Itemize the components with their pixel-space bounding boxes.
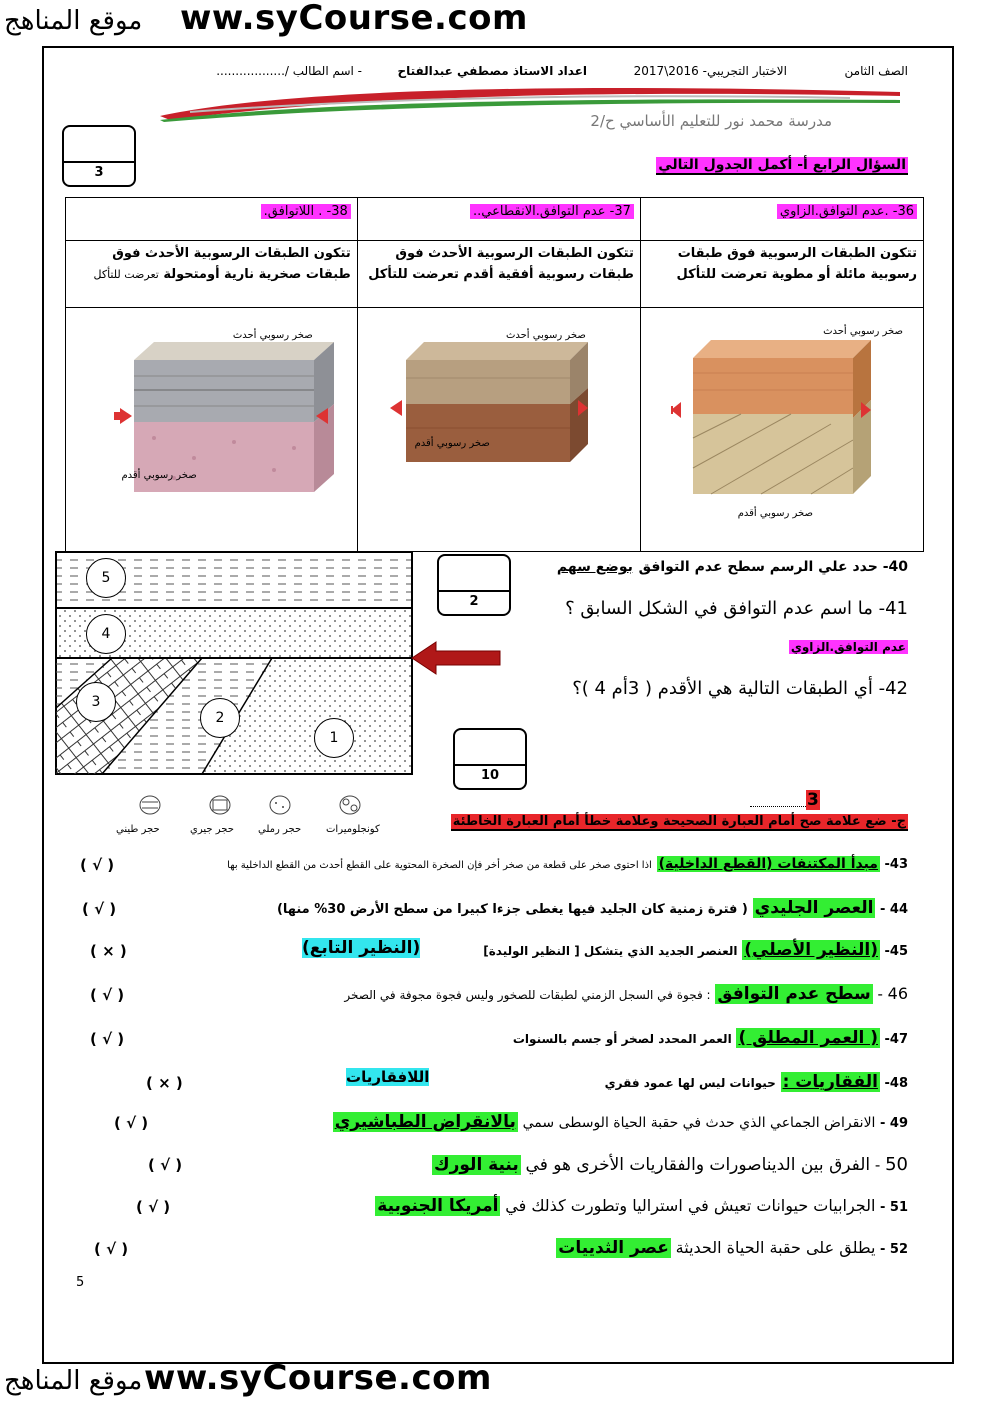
table-image-cell xyxy=(357,308,640,552)
legend-mudstone: حجر طيني xyxy=(116,824,160,835)
label-older-rock: صخر رسوبي أقدم xyxy=(121,470,197,481)
mark-51: ( √ ) xyxy=(136,1198,171,1216)
item-52: 52 - يطلق على حقبة الحياة الحديثة عصر الثدييات xyxy=(558,1238,908,1258)
header-student: - اسم الطالب /.................. xyxy=(216,64,362,78)
table-image-cell xyxy=(66,308,358,552)
table-desc-cell: تتكون الطبقات الرسوبية الأحدث فوق طبقات صخرية نارية أومتحولة تعرضت للتأكل xyxy=(66,241,358,308)
answer-41: عدم التوافق.الزاوي xyxy=(790,640,906,654)
correction-45: (النظير التابع) xyxy=(302,938,421,958)
watermark-bottom xyxy=(4,1358,564,1402)
layer-label-1: 1 xyxy=(314,718,354,758)
mark-box-b: 2 xyxy=(437,554,511,616)
table-header-cell: 36- .عدم التوافق.الزاوي xyxy=(640,198,923,241)
layer-label-2: 2 xyxy=(200,698,240,738)
section-c-title: ج- ضع علامة صح أمام العبارة الصحيحة وعلامة خطأ أمام العبارة الخاطئة xyxy=(452,814,906,829)
table-desc-cell: تتكون الطبقات الرسوبية الأحدث فوق طبقات رسوبية أفقية أقدم تعرضت للتأكل xyxy=(357,241,640,308)
item-48: 48- الفقاريات : حيوانات ليس لها عمود فقري xyxy=(604,1072,908,1092)
mark-50: ( √ ) xyxy=(148,1156,183,1174)
mark-52: ( √ ) xyxy=(94,1240,129,1258)
answer-42: 3 xyxy=(807,790,819,810)
school-name: مدرسة محمد نور للتعليم الأساسي ح/2 xyxy=(590,112,832,130)
legend-limestone: حجر جيري xyxy=(190,824,234,835)
correction-48: اللافقاريات xyxy=(346,1068,430,1086)
item-51: 51 - الجرابيات حيوانات تعيش في استراليا وتطورت كذلك في أمريكا الجنوبية xyxy=(377,1196,908,1216)
layer-label-5: 5 xyxy=(86,558,126,598)
item-49: 49 - الانقراض الجماعي الذي حدث في حقبة الحياة الوسطى سمي بالانقراض الطباشيري xyxy=(334,1112,908,1132)
angular-unconformity-block xyxy=(671,328,871,518)
header-author: اعداد الاستاذ مصطفي عبدالفتاح xyxy=(397,64,587,78)
header-grade: الصف الثامن xyxy=(844,64,908,78)
nonconformity-block xyxy=(114,338,354,518)
mark-43: ( √ ) xyxy=(80,856,115,874)
label-younger-rock: صخر رسوبي أحدث xyxy=(823,326,903,337)
mark-box-c: 10 xyxy=(453,728,527,790)
table-header-cell: 38- . اللاتوافق. xyxy=(66,198,358,241)
mark-48: ( × ) xyxy=(146,1074,183,1092)
watermark-top xyxy=(4,0,564,40)
item-44: 44 - العصر الجليدي ( فترة زمنية كان الجليد فيها يغطى جزءا كبيرا من سطح الأرض 30% منها) xyxy=(276,898,908,918)
label-older-rock: صخر رسوبي أقدم xyxy=(414,438,490,449)
header-exam: الاختبار التجريبي- 2016\2017 xyxy=(633,64,787,78)
mark-49: ( √ ) xyxy=(114,1114,149,1132)
item-47: 47- ( العمر المطلق ) العمر المحدد لصخر أو جسم بالسنوات xyxy=(512,1028,908,1048)
label-younger-rock: صخر رسوبي أحدث xyxy=(232,330,313,341)
label-older-rock: صخر رسوبي أقدم xyxy=(737,508,813,519)
item-50: 50 - الفرق بين الديناصورات والفقاريات الأخرى هو في بنية الورك xyxy=(434,1154,908,1175)
page-number: 5 xyxy=(76,1275,85,1290)
item-45: 45- (النظير الأصلي) العنصر الجديد الذي يتشكل [ النظير الوليدة] xyxy=(483,940,908,960)
table-header-cell: 37- عدم التوافق.الانقطاعي.. xyxy=(357,198,640,241)
layer-label-4: 4 xyxy=(86,614,126,654)
question-42: 42- أي الطبقات التالية هي الأقدم ( 3أم 4 )؟ xyxy=(572,678,908,699)
table-desc-cell: تتكون الطبقات الرسوبية فوق طبقات رسوبية مائلة أو مطوية تعرضت للتأكل xyxy=(640,241,923,308)
mark-45: ( × ) xyxy=(90,942,127,960)
mark-47: ( √ ) xyxy=(90,1030,125,1048)
disconformity-block xyxy=(388,338,608,498)
watermark-arabic: موقع المناهج xyxy=(4,1366,143,1396)
watermark-site: ww.syCourse.com xyxy=(144,1358,492,1398)
label-younger-rock: صخر رسوبي أحدث xyxy=(505,330,586,341)
legend-sandstone: حجر رملي xyxy=(258,824,302,835)
layer-label-3: 3 xyxy=(76,682,116,722)
mark-44: ( √ ) xyxy=(82,900,117,918)
question-41: 41- ما اسم عدم التوافق في الشكل السابق ؟ xyxy=(565,598,908,619)
mark-46: ( √ ) xyxy=(90,986,125,1004)
section-a-title: السؤال الرابع أ- أكمل الجدول التالي xyxy=(658,157,906,173)
rock-legend xyxy=(120,792,380,818)
watermark-site: ww.syCourse.com xyxy=(180,0,528,38)
watermark-arabic: موقع المناهج xyxy=(4,6,143,36)
legend-conglomerate: كونجلوميرات xyxy=(326,824,380,835)
unconformity-arrow-icon xyxy=(410,638,502,678)
unconformity-table xyxy=(65,197,924,552)
question-40: 40- حدد علي الرسم سطح عدم التوافق بوضع سهم xyxy=(556,559,908,575)
table-image-cell xyxy=(640,308,923,552)
item-43: 43- مبدأ المكتنفات (القطع الداخلية) اذا احتوى صخر على قطعة من صخر أخر فإن الصخرة المحتوية على القطع أحدث من القطع الداخلية بها xyxy=(227,856,908,872)
mark-box-a: 3 xyxy=(62,125,136,187)
item-46: 46 - سطح عدم التوافق : فجوة في السجل الزمني لطبقات للصخور وليس فجوة مجوفة في الصخر xyxy=(344,984,908,1004)
